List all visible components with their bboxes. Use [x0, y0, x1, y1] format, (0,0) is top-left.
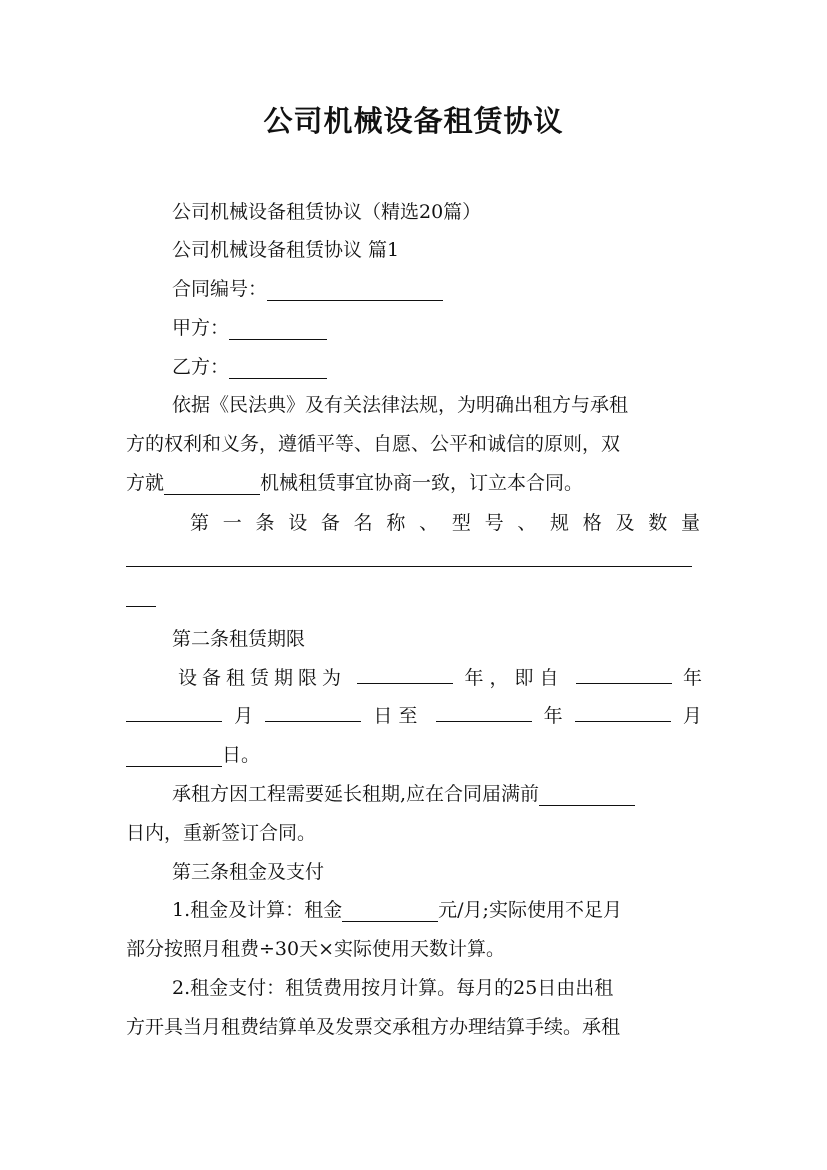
- rent-calc-text-b: 元/月;实际使用不足月: [438, 899, 622, 921]
- rent-pay-line-2: 方开具当月租费结算单及发票交承租方办理结算手续。承租: [126, 1016, 621, 1038]
- contract-number-label: 合同编号：: [172, 278, 268, 300]
- preamble-line-3: [126, 464, 583, 502]
- lease-term-text-c: 年: [682, 667, 702, 689]
- party-b-line: [172, 348, 327, 386]
- lease-years-blank: [357, 661, 453, 684]
- day-to-label: 日至: [373, 705, 424, 727]
- lease-term-line-3: [126, 736, 260, 774]
- article-3-heading: 第三条租金及支付: [172, 861, 325, 883]
- lease-term-text-a: 设备租赁期限为: [178, 667, 347, 689]
- rent-calc-line-1: [172, 891, 622, 929]
- lease-term-text-b: 年，即自: [464, 667, 565, 689]
- lease-term-line-2: [126, 697, 702, 735]
- chapter-heading: 公司机械设备租赁协议 篇1: [172, 239, 400, 261]
- article-1-blank-tail: [126, 606, 156, 607]
- party-b-label: 乙方：: [172, 356, 230, 378]
- start-day-blank: [265, 699, 361, 722]
- article-2-heading: 第二条租赁期限: [172, 628, 306, 650]
- rent-calc-text-a: 1.租金及计算：租金: [172, 899, 343, 921]
- rent-calc-line-2: 部分按照月租费÷30天×实际使用天数计算。: [126, 938, 506, 960]
- year-label: 年: [543, 705, 563, 727]
- machine-blank: [164, 472, 260, 495]
- party-a-line: [172, 309, 327, 347]
- start-year-blank: [576, 661, 672, 684]
- monthly-rent-blank: [342, 899, 438, 922]
- extension-text: 承租方因工程需要延长租期,应在合同届满前: [172, 783, 540, 805]
- end-month-blank: [575, 699, 671, 722]
- month-label: 月: [234, 705, 254, 727]
- document-title: 公司机械设备租赁协议: [263, 104, 564, 138]
- preamble-line-1: 依据《民法典》及有关法律法规，为明确出租方与承租: [172, 394, 629, 416]
- contract-number-blank: [267, 278, 443, 301]
- end-year-blank: [436, 699, 532, 722]
- party-b-blank: [229, 356, 327, 379]
- article-1-heading: 第一条设备名称、型号、规格及数量: [190, 512, 700, 534]
- article-1-blank-line: [126, 566, 692, 567]
- contract-number-line: [172, 270, 443, 308]
- end-day-blank: [126, 744, 222, 767]
- extension-line-1: [172, 775, 635, 813]
- month-label-2: 月: [682, 705, 702, 727]
- day-end-label: 日。: [222, 744, 261, 766]
- lease-term-line-1: [178, 659, 702, 697]
- document-subtitle: 公司机械设备租赁协议（精选20篇）: [172, 201, 482, 223]
- extension-days-blank: [539, 783, 635, 806]
- extension-line-2: 日内，重新签订合同。: [126, 822, 317, 844]
- preamble-line-2: 方的权利和义务，遵循平等、自愿、公平和诚信的原则，双: [126, 433, 621, 455]
- preamble-text-a: 方就: [126, 472, 165, 494]
- party-a-blank: [229, 317, 327, 340]
- rent-pay-line-1: 2.租金支付：租赁费用按月计算。每月的25日由出租: [172, 977, 614, 999]
- start-month-blank: [126, 699, 222, 722]
- party-a-label: 甲方：: [172, 317, 230, 339]
- preamble-text-b: 机械租赁事宜协商一致，订立本合同。: [260, 472, 584, 494]
